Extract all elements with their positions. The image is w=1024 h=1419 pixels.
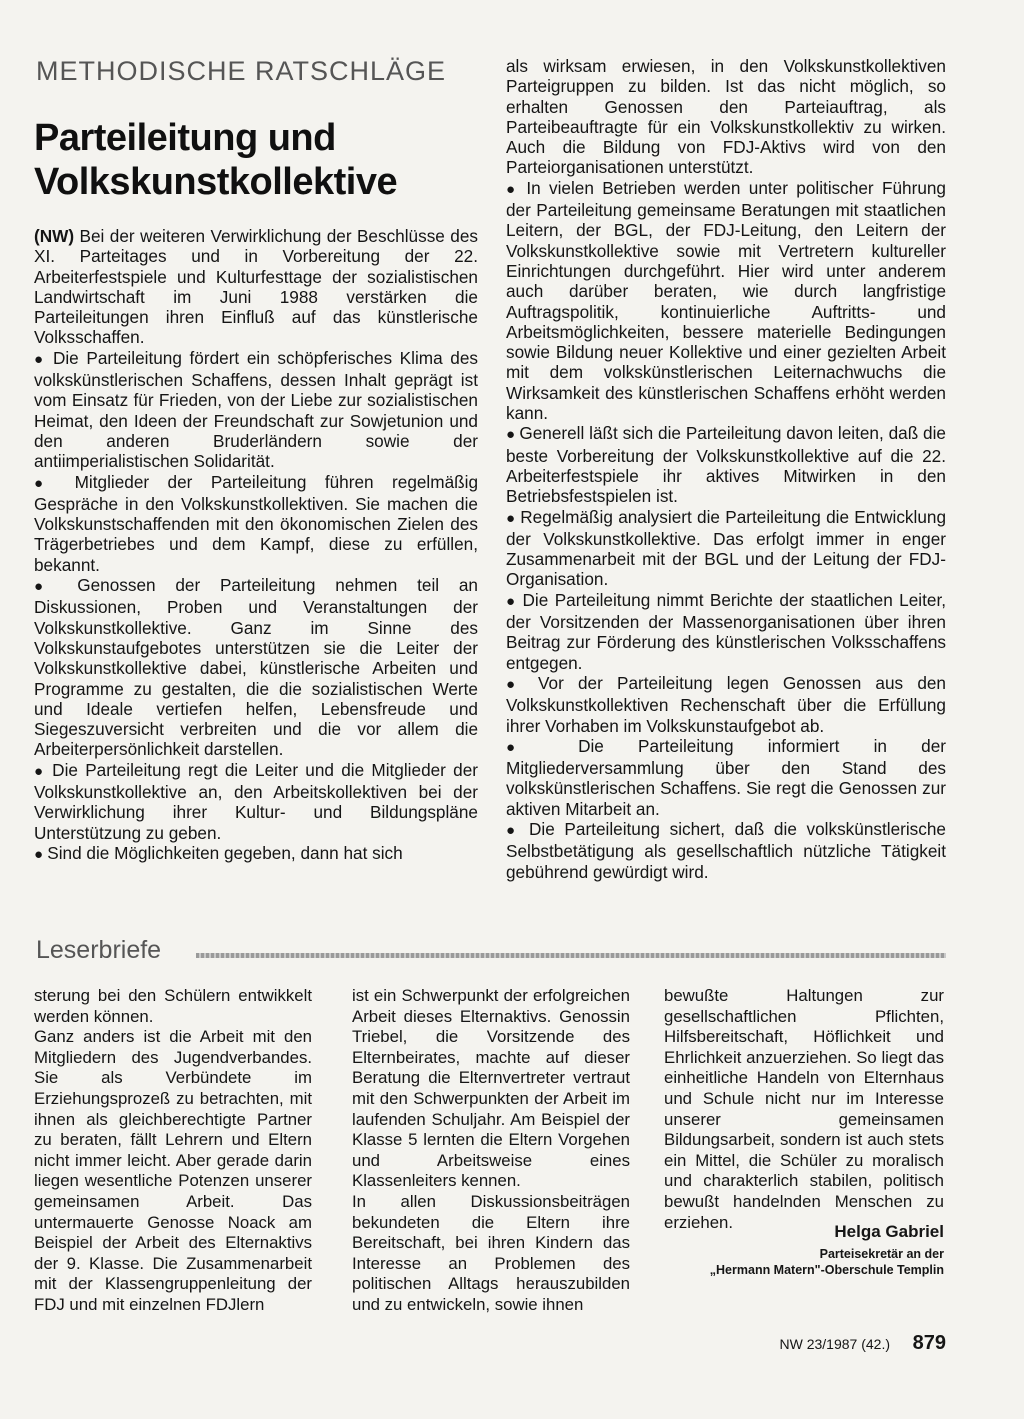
lead-tag: (NW) bbox=[34, 226, 75, 246]
article-headline bbox=[34, 116, 494, 204]
article-paragraph: ● Die Parteileitung informiert in der Mitgliederversammlung über den Stand des volkskünstlerischen Schaffens. Sie regt die Genossen zur aktiven Mitarbeit an. bbox=[506, 736, 946, 819]
article-paragraph: ● In vielen Betrieben werden unter politischer Führung der Parteileitung gemeinsame Beratungen mit staatlichen Leitern, der BGL, der FDJ-Leitung, den Leitern der Volkskunstkollektive sowie mit Vertretern kultureller Einrichtungen durchgeführt. Hier wird unter anderem auch darüber beraten, wie durch langfristige Auftragspolitik, kontinuierliche Auftritts- und Arbeitsmöglichkeiten, bessere materielle Bedingungen sowie Bildung neuer Kollektive und einer gezielten Arbeit mit dem volkskünstlerischen Leiternachwuchs die Wirksamkeit des künstlerischen Schaffens erhöht werden kann. bbox=[506, 178, 946, 424]
letter-paragraph: In allen Diskussionsbeiträgen bekundeten die Eltern ihre Bereitschaft, bei ihren Kindern das Interesse an Problemen des politischen Alltags herauszubilden und zu entwickeln, sowie ihnen bbox=[352, 1191, 630, 1314]
section-divider bbox=[196, 953, 946, 958]
article-paragraph: ● Die Parteileitung regt die Leiter und die Mitglieder der Volkskunstkollektive an, den Arbeitskollektiven bei der Verwirklichung ihrer Kultur- und Bildungspläne Unterstützung zu geben. bbox=[34, 760, 478, 843]
section-kicker: METHODISCHE RATSCHLÄGE bbox=[36, 56, 447, 86]
letter-paragraph: sterung bei den Schülern entwikkelt werden können. bbox=[34, 986, 312, 1026]
issue-reference: NW 23/1987 (42.) bbox=[779, 1336, 890, 1352]
signature-role-line-1: Parteisekretär an der bbox=[819, 1247, 944, 1261]
article-paragraph: ● Sind die Möglichkeiten gegeben, dann hat sich bbox=[34, 843, 478, 865]
article-paragraph: ● Genossen der Parteileitung nehmen teil an Diskussionen, Proben und Veranstaltungen der Volkskunstkollektive. Ganz im Sinne des Volkskunstaufgebotes unterstützen sie die Leiter der Volkskunstkollektive dabei, künstlerische Arbeiten und Programme zu gestalten, die die sozialistischen Werte und Ideale vertiefen helfen, Lebensfreude und Siegeszuversicht verbreiten und die vor allem die Arbeiterpersönlichkeit darstellen. bbox=[34, 575, 478, 760]
letters-column-3 bbox=[664, 986, 944, 1233]
article-paragraph: ● Die Parteileitung fördert ein schöpferisches Klima des volkskünstlerischen Schaffens, dessen Inhalt geprägt ist vom Einsatz für Frieden, von der Liebe zur sozialistischen Heimat, den Ideen der Freundschaft zur Sowjetunion und den anderen Bruderländern sowie der antiimperialistischen Solidarität. bbox=[34, 348, 478, 472]
article-lead-paragraph bbox=[34, 226, 478, 348]
article-column-2 bbox=[506, 56, 946, 882]
signature-name: Helga Gabriel bbox=[834, 1222, 944, 1241]
article-paragraph: ● Die Parteileitung nimmt Berichte der staatlichen Leiter, der Vorsitzenden der Massenorganisationen über ihren Beitrag zur Förderung des künstlerischen Volksschaffens entgegen. bbox=[506, 590, 946, 673]
lead-text: Bei der weiteren Verwirklichung der Beschlüsse des XI. Parteitages und in Vorbereitung der 22. Arbeiterfestspiele und Kulturfesttage der sozialistischen Landwirtschaft im Juni 1988 verstärken die Parteileitungen ihren Einfluß auf das künstlerische Volksschaffen. bbox=[34, 226, 478, 348]
headline-line-2: Volkskunstkollektive bbox=[34, 161, 398, 203]
signature-role bbox=[600, 1246, 944, 1278]
article-paragraph: ● Generell läßt sich die Parteileitung davon leiten, daß die beste Vorbereitung der Volkskunstkollektive auf die 22. Arbeiterfestspiele ihr aktives Mitwirken in den Betriebsfestspielen ist. bbox=[506, 423, 946, 506]
signature-role-line-2: „Hermann Matern"-Oberschule Templin bbox=[709, 1263, 944, 1277]
article-paragraph: ● Regelmäßig analysiert die Parteileitung die Entwicklung der Volkskunstkollektive. Das erfolgt immer in enger Zusammenarbeit mit der BGL und der Leitung der FDJ-Organisation. bbox=[506, 507, 946, 590]
headline-line-1: Parteileitung und bbox=[34, 117, 336, 159]
letters-column-1 bbox=[34, 986, 312, 1316]
letters-column-2 bbox=[352, 986, 630, 1316]
article-column-1 bbox=[34, 226, 478, 865]
letter-paragraph: bewußte Haltungen zur gesellschaftlichen Pflichten, Hilfsbereitschaft, Höflichkeit und Ehrlichkeit anzuerziehen. So liegt das einheitliche Handeln von Elternhaus und Schule nicht nur im Interesse unserer gemeinsamen Bildungsarbeit, sondern ist auch stets ein Mittel, die Schüler zu moralisch und charakterlich stabilen, politisch bewußt handelnden Menschen zu erziehen. bbox=[664, 986, 944, 1232]
page-number: 879 bbox=[912, 1332, 946, 1354]
article-paragraph: ● Die Parteileitung sichert, daß die volkskünstlerische Selbstbetätigung als gesellschaftlich nützliche Tätigkeit gebührend gewürdigt wird. bbox=[506, 819, 946, 882]
letters-section-title: Leserbriefe bbox=[36, 936, 162, 964]
letter-paragraph: Ganz anders ist die Arbeit mit den Mitgliedern des Jugendverbandes. Sie als Verbündete im Erziehungsprozeß zu betrachten, mit ihnen als gleichberechtigte Partner zu beraten, fällt Lehrern und Eltern nicht immer leicht. Aber gerade darin liegen wesentliche Potenzen unserer gemeinsamen Arbeit. Das untermauerte Genosse Noack am Beispiel der Arbeit des Elternaktivs der 9. Klasse. Die Zusammenarbeit mit der Klassengruppenleitung der FDJ und mit einzelnen FDJlern bbox=[34, 1027, 312, 1314]
article-paragraph: ● Mitglieder der Parteileitung führen regelmäßig Gespräche in den Volkskunstkollektiven. Sie machen die Volkskunstschaffenden mit den ökonomischen Zielen des Trägerbetriebes und dem Kampf, diese zu erfüllen, bekannt. bbox=[34, 472, 478, 575]
article-paragraph: ● Vor der Parteileitung legen Genossen aus den Volkskunstkollektiven Rechenschaft über die Erfüllung ihrer Vorhaben im Volkskunstaufgebot ab. bbox=[506, 673, 946, 736]
letter-paragraph: ist ein Schwerpunkt der erfolgreichen Arbeit dieses Elternaktivs. Genossin Triebel, die Vorsitzende des Elternbeirates, machte auf dieser Beratung die Elternvertreter vertraut mit den Schwerpunkten der Arbeit im laufenden Schuljahr. Am Beispiel der Klasse 5 lernten die Eltern Vorgehen und Arbeitsweise eines Klassenleiters kennen. bbox=[352, 986, 630, 1191]
article-paragraph: als wirksam erwiesen, in den Volkskunstkollektiven Parteigruppen zu bilden. Ist das nicht möglich, so erhalten Genossen den Parteiauftrag, als Parteibeauftragte für ein Volkskunstkollektiv zu wirken. Auch die Bildung von FDJ-Aktivs wird von den Parteiorganisationen unterstützt. bbox=[506, 56, 946, 178]
